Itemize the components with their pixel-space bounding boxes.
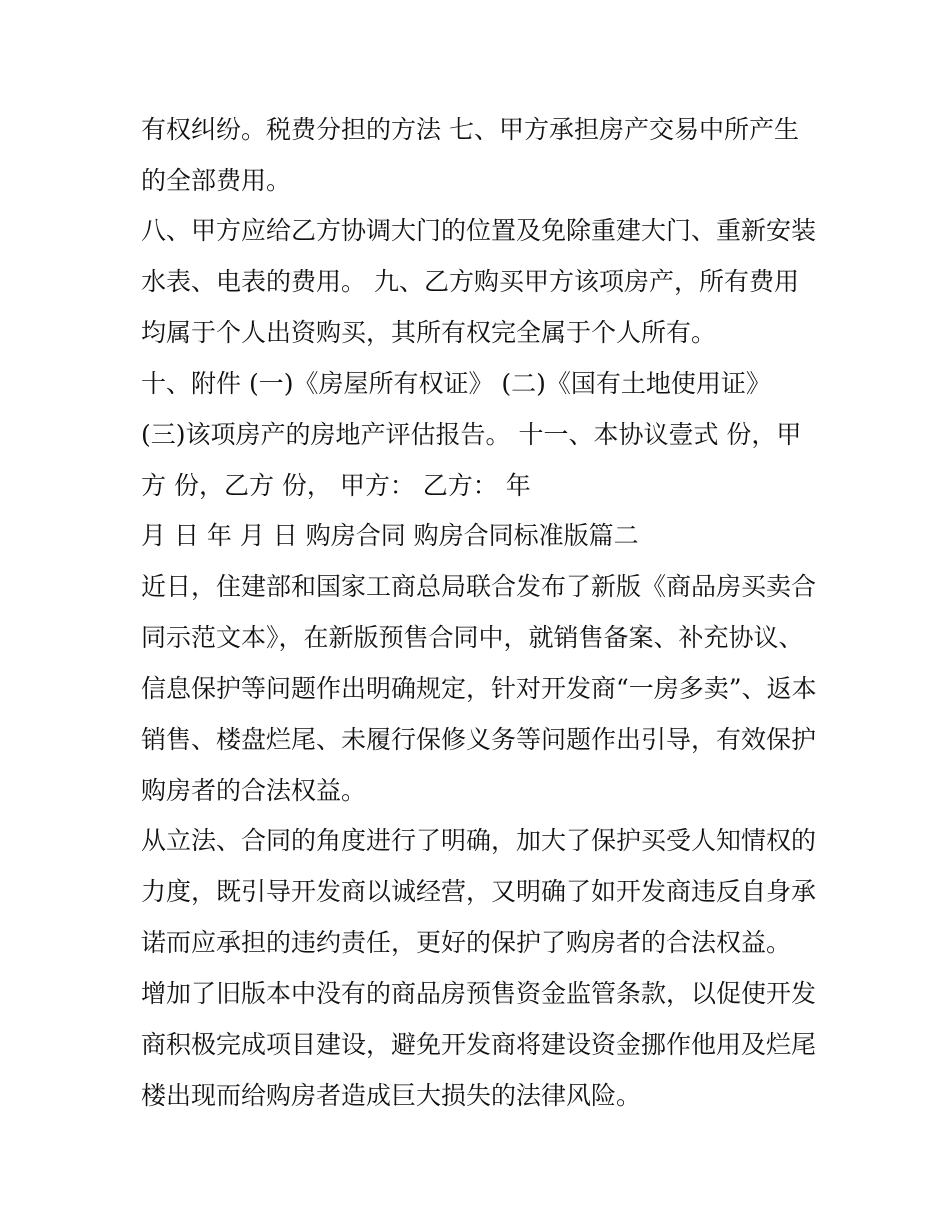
text-line: 八、甲方应给乙方协调大门的位置及免除重建大门、重新安装 [141, 216, 817, 245]
text-line: 力度，既引导开发商以诚经营，又明确了如开发商违反自身承 [141, 877, 817, 906]
text-line: 销售、楼盘烂尾、未履行保修义务等问题作出引导，有效保护 [141, 725, 817, 754]
text-line: 商积极完成项目建设，避免开发商将建设资金挪作他用及烂尾 [141, 1030, 817, 1059]
text-line: 均属于个人出资购买，其所有权完全属于个人所有。 [141, 318, 717, 347]
text-line: 同示范文本》，在新版预售合同中，就销售备案、补充协议、 [141, 623, 804, 652]
text-line: 方 份，乙方 份， 甲方： 乙方： 年 [141, 471, 531, 500]
text-line: 近日，住建部和国家工商总局联合发布了新版《商品房买卖合 [141, 572, 817, 601]
text-line: 有权纠纷。税费分担的方法 七、甲方承担房产交易中所产生 [141, 115, 799, 144]
text-line: 购房者的合法权益。 [141, 776, 367, 805]
text-line: (三)该项房产的房地产评估报告。 十一、本协议壹式 份，甲 [141, 420, 802, 449]
text-line: 月 日 年 月 日 购房合同 购房合同标准版篇二 [141, 521, 639, 550]
text-line: 增加了旧版本中没有的商品房预售资金监管条款，以促使开发 [141, 979, 817, 1008]
text-line: 十、附件 (一)《房屋所有权证》 (二)《国有土地使用证》 [141, 369, 771, 398]
text-line: 信息保护等问题作出明确规定，针对开发商“一房多卖”、返本 [141, 674, 817, 703]
text-line: 楼出现而给购房者造成巨大损失的法律风险。 [141, 1081, 642, 1110]
text-line: 诺而应承担的违约责任，更好的保护了购房者的合法权益。 [141, 928, 792, 957]
text-line: 的全部费用。 [141, 166, 292, 195]
text-line: 水表、电表的费用。 九、乙方购买甲方该项房产，所有费用 [141, 267, 799, 296]
text-line: 从立法、合同的角度进行了明确，加大了保护买受人知情权的 [141, 826, 817, 855]
